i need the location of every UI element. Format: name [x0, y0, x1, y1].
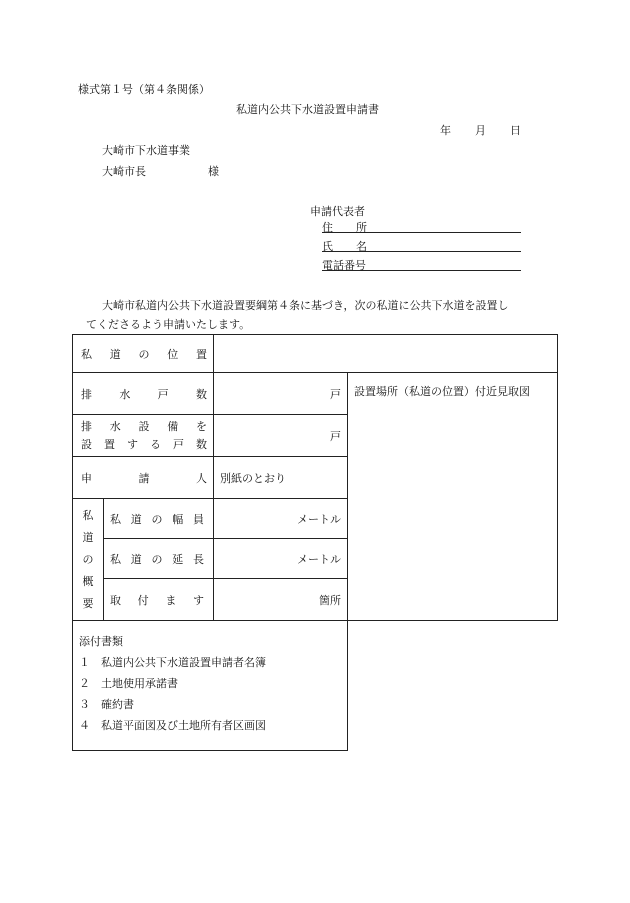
addressee-honorific: 様: [208, 165, 219, 178]
address-field[interactable]: [322, 219, 521, 233]
facility-households-unit: 戸: [330, 429, 341, 443]
name-label-1: 氏: [322, 240, 333, 253]
name-field[interactable]: [322, 238, 521, 252]
date-day: 日: [510, 124, 521, 137]
date-month: 月: [475, 124, 486, 137]
applicant-heading: 申請代表者: [310, 205, 365, 218]
attachment-item: ３ 確約書: [79, 698, 134, 711]
attachment-item: １ 私道内公共下水道設置申請者名簿: [79, 656, 266, 669]
attachments-heading: 添付書類: [79, 635, 123, 648]
length-label: 私 道 の 延 長: [104, 539, 214, 579]
address-label-2: 所: [356, 221, 367, 234]
length-unit: メートル: [297, 552, 341, 566]
name-label-2: 名: [356, 240, 367, 253]
body-text-line1: 大崎市私道内公共下水道設置要綱第４条に基づき，次の私道に公共下水道を設置し: [102, 299, 509, 312]
location-label-cell: 私 道 の 位 置: [73, 335, 214, 373]
sketch-label: 設置場所（私道の位置）付近見取図: [354, 385, 530, 398]
drainage-households-label: 排 水 戸 数: [73, 373, 214, 415]
attachment-item: ２ 土地使用承諾書: [79, 677, 178, 690]
phone-field[interactable]: [322, 257, 521, 271]
drainage-households-unit: 戸: [330, 387, 341, 401]
fittings-input[interactable]: [214, 579, 348, 621]
address-label-1: 住: [322, 221, 333, 234]
fittings-label: 取 付 ま す: [104, 579, 214, 621]
form-number: 様式第１号（第４条関係）: [78, 83, 210, 96]
fittings-unit: 箇所: [319, 593, 341, 607]
attachment-item: ４ 私道平面図及び土地所有者区画図: [79, 719, 266, 732]
width-label: 私 道 の 幅 員: [104, 499, 214, 539]
applicant-label-cell: 申 請 人: [73, 457, 214, 499]
applicant-value: 別紙のとおり: [214, 457, 348, 499]
location-input[interactable]: [214, 335, 558, 373]
body-text-line2: てくださるよう申請いたします。: [86, 318, 251, 331]
width-unit: メートル: [297, 512, 341, 526]
date-year: 年: [440, 124, 451, 137]
facility-households-label: 排 水 設 備 を 設 置 す る 戸 数: [73, 415, 214, 457]
phone-label: 電話番号: [322, 259, 366, 272]
sketch-area[interactable]: [348, 373, 558, 621]
facility-households-input[interactable]: [214, 415, 348, 457]
attachments-cell: [73, 621, 348, 751]
drainage-households-input[interactable]: [214, 373, 348, 415]
width-input[interactable]: [214, 499, 348, 539]
document-title: 私道内公共下水道設置申請書: [236, 103, 379, 116]
addressee-name: 大崎市長: [102, 165, 146, 178]
length-input[interactable]: [214, 539, 348, 579]
addressee-line1: 大崎市下水道事業: [102, 144, 190, 157]
application-table: [72, 334, 558, 751]
overview-label: 私 道 の 概 要: [73, 499, 104, 621]
